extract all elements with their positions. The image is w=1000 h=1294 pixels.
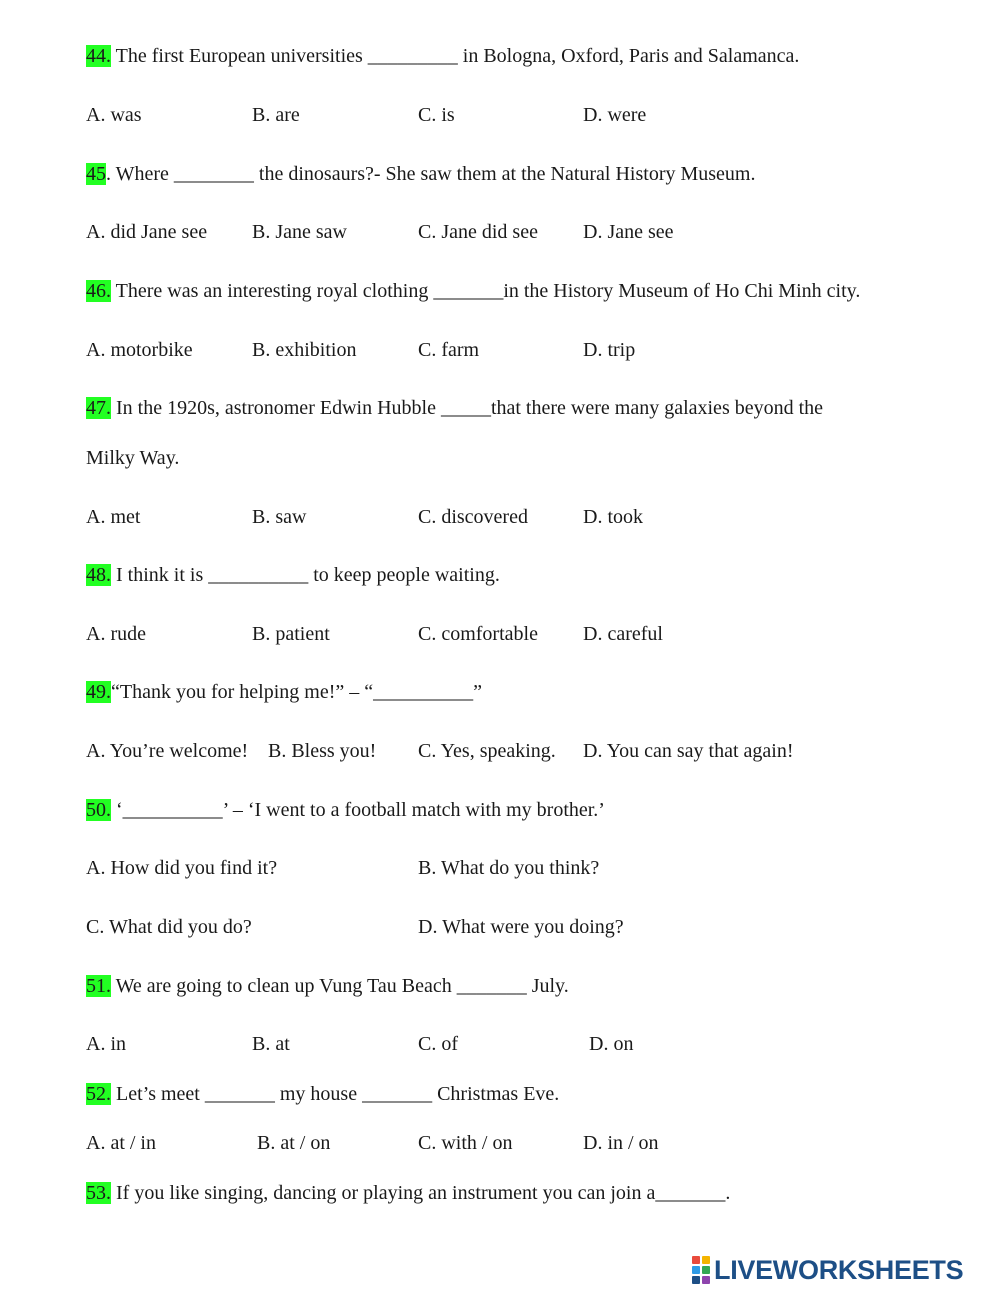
option-a[interactable]: A. rude — [86, 623, 146, 645]
option-a[interactable]: A. motorbike — [86, 339, 193, 361]
option-a[interactable]: A. in — [86, 1033, 126, 1055]
question-text: Let’s meet _______ my house _______ Christmas Eve. — [111, 1083, 560, 1105]
option-b[interactable]: B. What do you think? — [418, 857, 600, 879]
question-number: 45 — [86, 163, 106, 185]
option-a[interactable]: A. at / in — [86, 1132, 156, 1154]
option-c[interactable]: C. is — [418, 104, 455, 126]
option-d[interactable]: D. trip — [583, 339, 636, 361]
question-52 — [86, 1082, 559, 1106]
question-48 — [86, 563, 500, 587]
option-a[interactable]: A. You’re welcome! — [86, 740, 249, 762]
liveworksheets-logo — [692, 1254, 963, 1286]
option-b[interactable]: B. are — [252, 104, 300, 126]
question-44 — [86, 44, 799, 68]
question-text: “Thank you for helping me!” – “__________” — [111, 681, 483, 703]
option-b[interactable]: B. Bless you! — [268, 740, 377, 762]
question-50 — [86, 798, 605, 822]
option-b[interactable]: B. saw — [252, 506, 307, 528]
question-number: 47. — [86, 397, 111, 419]
option-a[interactable]: A. How did you find it? — [86, 857, 278, 879]
question-47 — [86, 396, 823, 420]
option-c[interactable]: C. with / on — [418, 1132, 513, 1154]
logo-text: LIVEWORKSHEETS — [714, 1254, 964, 1285]
option-d[interactable]: D. were — [583, 104, 647, 126]
option-a[interactable]: A. was — [86, 104, 142, 126]
question-text: We are going to clean up Vung Tau Beach _______ July. — [111, 975, 569, 997]
question-number: 49. — [86, 681, 111, 703]
question-47-continuation: Milky Way. — [86, 447, 180, 469]
question-49 — [86, 680, 482, 704]
option-c[interactable]: C. Jane did see — [418, 221, 538, 243]
option-a[interactable]: A. met — [86, 506, 141, 528]
question-number: 53. — [86, 1182, 111, 1204]
option-c[interactable]: C. comfortable — [418, 623, 538, 645]
option-c[interactable]: C. Yes, speaking. — [418, 740, 556, 762]
option-c[interactable]: C. of — [418, 1033, 458, 1055]
option-b[interactable]: B. at — [252, 1033, 290, 1055]
option-c[interactable]: C. farm — [418, 339, 480, 361]
question-number: 46. — [86, 280, 111, 302]
question-51 — [86, 974, 569, 998]
question-number: 44. — [86, 45, 111, 67]
option-d[interactable]: D. took — [583, 506, 643, 528]
option-b[interactable]: B. patient — [252, 623, 330, 645]
question-text: The first European universities _________ in Bologna, Oxford, Paris and Salamanca. — [111, 45, 800, 67]
option-c[interactable]: C. What did you do? — [86, 916, 252, 938]
question-text: . Where ________ the dinosaurs?- She saw them at the Natural History Museum. — [106, 163, 756, 185]
question-number: 50. — [86, 799, 111, 821]
option-d[interactable]: D. Jane see — [583, 221, 674, 243]
question-number: 48. — [86, 564, 111, 586]
option-d[interactable]: D. on — [589, 1033, 634, 1055]
option-c[interactable]: C. discovered — [418, 506, 528, 528]
option-d[interactable]: D. What were you doing? — [418, 916, 624, 938]
question-text: There was an interesting royal clothing _______in the History Museum of Ho Chi Minh city. — [111, 280, 861, 302]
question-text: ‘__________’ – ‘I went to a football match with my brother.’ — [111, 799, 605, 821]
option-a[interactable]: A. did Jane see — [86, 221, 208, 243]
option-b[interactable]: B. exhibition — [252, 339, 357, 361]
option-d[interactable]: D. in / on — [583, 1132, 659, 1154]
option-b[interactable]: B. at / on — [257, 1132, 331, 1154]
option-d[interactable]: D. You can say that again! — [583, 740, 794, 762]
question-number: 52. — [86, 1083, 111, 1105]
question-text: I think it is __________ to keep people waiting. — [111, 564, 500, 586]
option-d[interactable]: D. careful — [583, 623, 663, 645]
question-text: In the 1920s, astronomer Edwin Hubble _____that there were many galaxies beyond the — [111, 397, 824, 419]
question-53 — [86, 1181, 730, 1205]
question-text: If you like singing, dancing or playing an instrument you can join a_______. — [111, 1182, 731, 1204]
liveworksheets-logo-icon — [692, 1256, 710, 1284]
question-46 — [86, 279, 860, 303]
option-b[interactable]: B. Jane saw — [252, 221, 347, 243]
question-45 — [86, 162, 756, 186]
question-number: 51. — [86, 975, 111, 997]
